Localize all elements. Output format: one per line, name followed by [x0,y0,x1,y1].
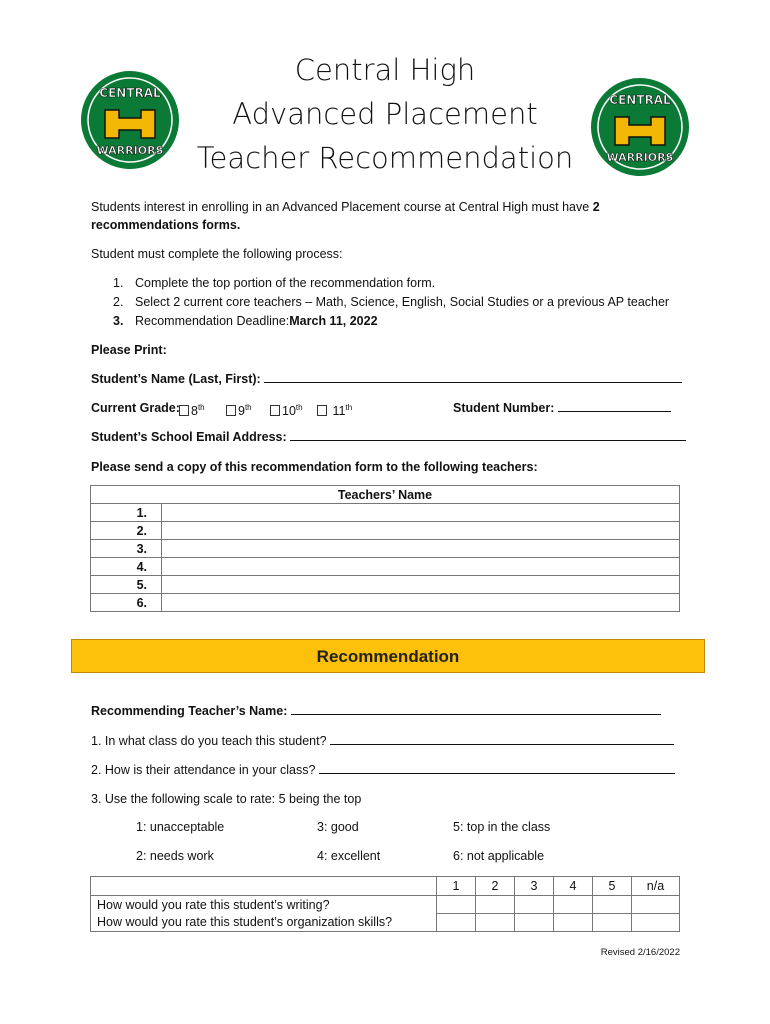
student-name-label: Student’s Name (Last, First): [91,372,261,386]
rating-cell[interactable] [515,914,554,932]
checkbox-icon[interactable] [270,405,280,416]
recommendation-banner: Recommendation [71,639,705,673]
teachers-table-header: Teachers’ Name [91,486,680,504]
question-1-label: 1. In what class do you teach this student? [91,734,327,748]
grade-option-8[interactable]: 8th [179,399,205,420]
rating-col-header: 2 [476,877,515,896]
rating-cell[interactable] [437,914,476,932]
checkbox-icon[interactable] [317,405,327,416]
rating-cell[interactable] [437,896,476,914]
process-intro: Student must complete the following process: [91,247,343,261]
logo-top-text: CENTRAL [609,93,671,107]
question-2-label: 2. How is their attendance in your class? [91,763,316,777]
question-2-row [91,761,675,779]
rating-cell[interactable] [476,914,515,932]
title-line-3: Teacher Recommendation [196,141,574,175]
grade-option-10[interactable]: 10th [270,399,303,420]
rating-table-corner [91,877,437,896]
scale-item: 6: not applicable [453,849,545,863]
student-number-label: Student Number: [453,401,555,415]
teachers-table [90,485,680,612]
rating-col-header: 4 [554,877,593,896]
revised-date: Revised 2/16/2022 [600,947,680,958]
logo-bottom-text: WARRIORS [606,151,674,164]
teacher-name-cell[interactable] [162,504,680,522]
question-3: 3. Use the following scale to rate: 5 being the top [91,792,362,806]
teacher-name-cell[interactable] [162,540,680,558]
recommending-teacher-label: Recommending Teacher’s Name: [91,704,288,718]
process-steps [91,274,669,331]
teacher-name-cell[interactable] [162,576,680,594]
question-1-row [91,732,674,750]
scale-item: 5: top in the class [453,820,551,834]
step-item: 3. Recommendation Deadline: March 11, 2022 [113,314,378,328]
rating-cell[interactable] [554,914,593,932]
intro-count: 2 [592,200,600,214]
rating-col-header: 1 [437,877,476,896]
table-row-number: 5. [91,576,162,594]
checkbox-icon[interactable] [179,405,189,416]
table-row-number: 4. [91,558,162,576]
title-line-2: Advanced Placement [232,97,538,131]
intro-forms: recommendations forms. [91,218,241,232]
intro-paragraph [91,198,691,234]
current-grade-label: Current Grade: [91,401,180,415]
logo-top-text: CENTRAL [99,86,161,100]
scale-item: 2: needs work [136,849,214,863]
teacher-name-cell[interactable] [162,594,680,612]
logo-bottom-text: WARRIORS [96,144,164,157]
teacher-name-cell[interactable] [162,558,680,576]
student-number-field[interactable] [558,399,671,412]
central-warriors-logo-left [80,70,180,170]
scale-item: 4: excellent [317,849,381,863]
rating-cell[interactable] [476,896,515,914]
scale-item: 1: unacceptable [136,820,225,834]
rating-col-header: 3 [515,877,554,896]
rating-cell[interactable] [593,914,632,932]
email-row [91,428,686,446]
recommending-teacher-field[interactable] [291,702,661,715]
grade-option-9[interactable]: 9th [226,399,252,420]
table-row-number: 2. [91,522,162,540]
checkbox-icon[interactable] [226,405,236,416]
central-warriors-logo-right [590,77,690,177]
student-number-row [453,399,671,417]
rating-cell[interactable] [554,896,593,914]
rating-cell[interactable] [632,914,680,932]
rating-cell[interactable] [632,896,680,914]
rating-col-header: n/a [632,877,680,896]
title-line-1: Central High [294,53,476,87]
question-2-field[interactable] [319,761,675,774]
rating-row-label: How would you rate this student’s writing? [91,896,437,914]
please-print: Please Print: [91,343,167,357]
recommending-teacher-row [91,702,661,720]
student-name-field[interactable] [264,370,682,383]
grade-option-11[interactable]: 11th [317,399,352,420]
table-row-number: 1. [91,504,162,522]
scale-item: 3: good [317,820,359,834]
email-field[interactable] [290,428,686,441]
intro-text: Students interest in enrolling in an Advanced Placement course at Central High must have [91,200,593,214]
student-name-row [91,370,682,388]
rating-cell[interactable] [515,896,554,914]
send-copy-instruction: Please send a copy of this recommendation form to the following teachers: [91,460,538,474]
step-item: 1. Complete the top portion of the recommendation form. [113,276,436,290]
page-title [190,48,580,180]
teacher-name-cell[interactable] [162,522,680,540]
step-item: 2. Select 2 current core teachers – Math, Science, English, Social Studies or a previous AP teacher [113,295,670,309]
table-row-number: 6. [91,594,162,612]
rating-row-label: How would you rate this student’s organization skills? [91,914,437,932]
table-row-number: 3. [91,540,162,558]
rating-cell[interactable] [593,896,632,914]
question-1-field[interactable] [330,732,674,745]
rating-col-header: 5 [593,877,632,896]
email-label: Student’s School Email Address: [91,430,287,444]
rating-table [90,876,680,932]
